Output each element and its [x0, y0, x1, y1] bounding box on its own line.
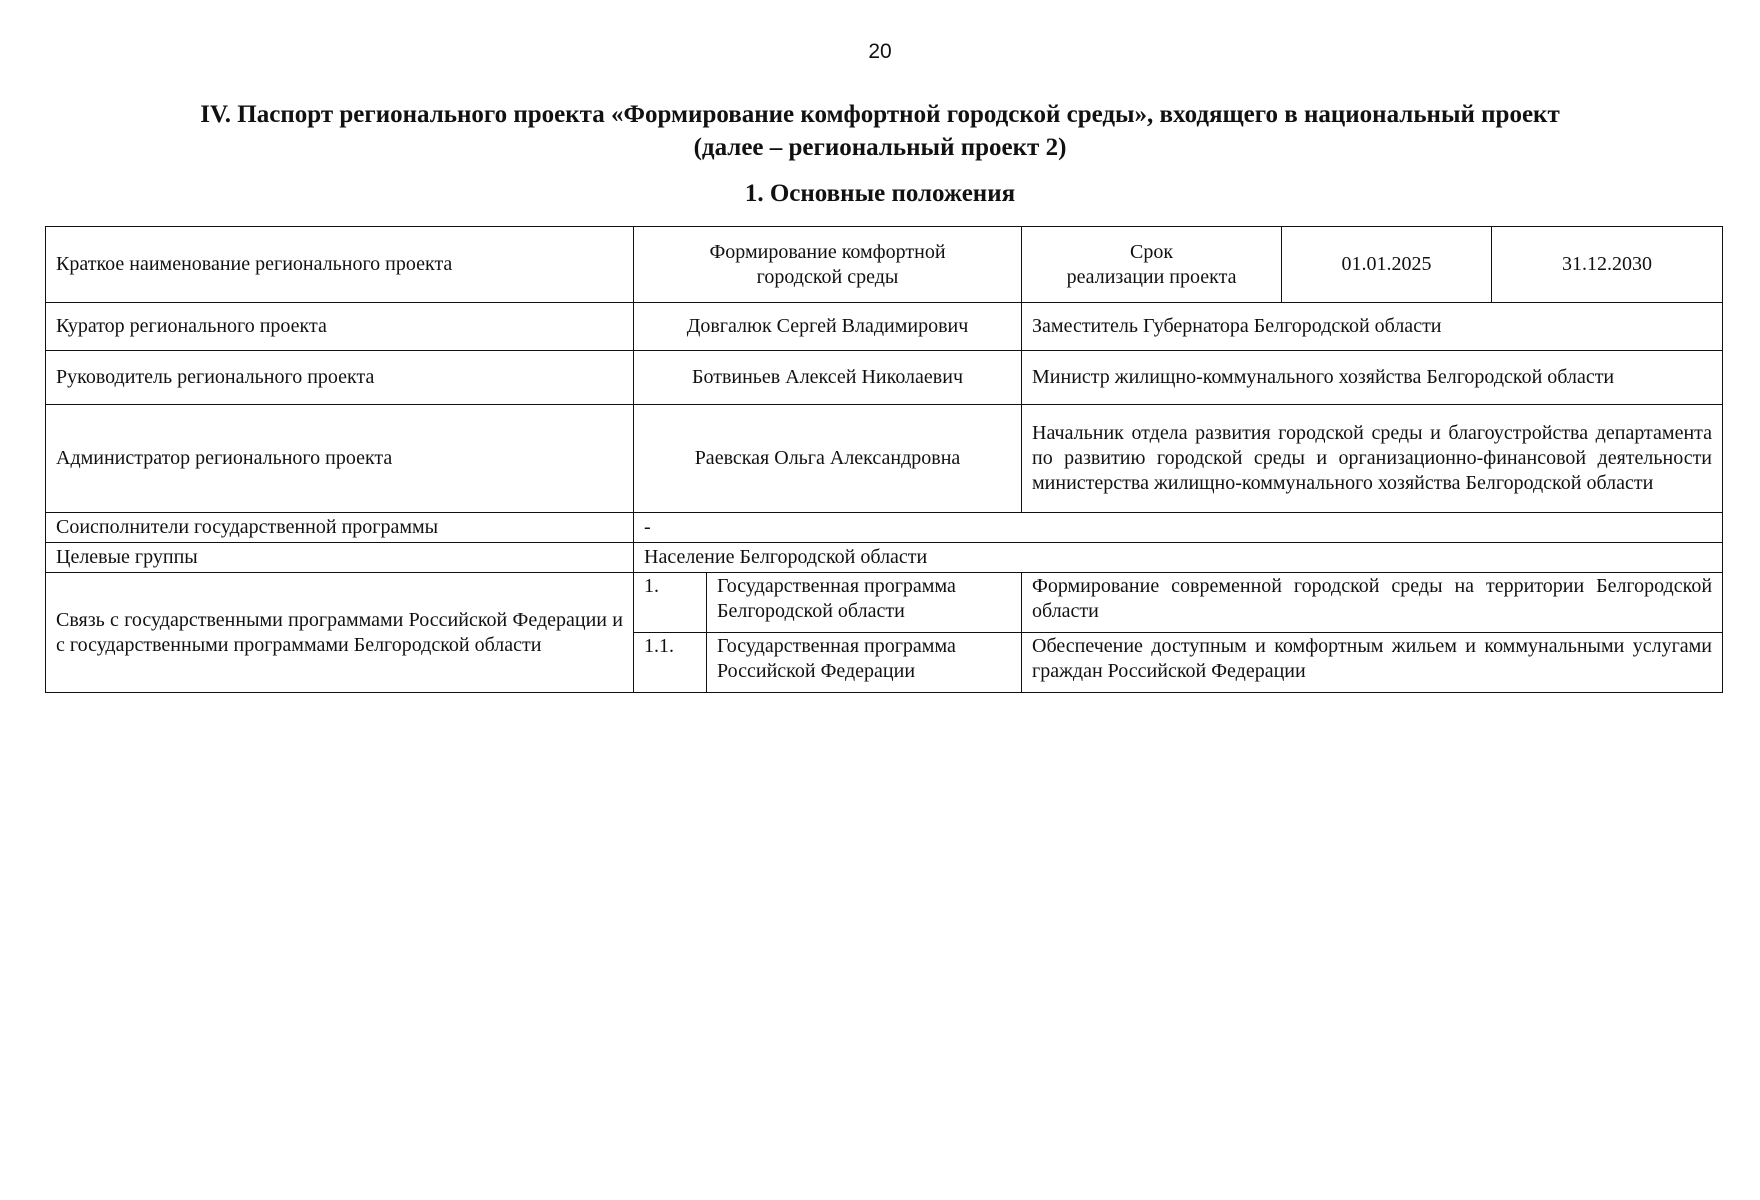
table-row-short-name — [46, 227, 1723, 303]
term-label-line1: Срок — [1129, 240, 1174, 263]
link-item-description: Формирование современной городской среды на территории Белгородской области — [1022, 573, 1723, 633]
curator-name: Довгалюк Сергей Владимирович — [634, 303, 1022, 351]
short-name-label: Краткое наименование регионального проекта — [46, 227, 634, 303]
link-item-number: 1. — [634, 573, 707, 633]
page-number: 20 — [868, 40, 892, 63]
end-date: 31.12.2030 — [1492, 227, 1723, 303]
administrator-name: Раевская Ольга Александровна — [634, 405, 1022, 513]
table-row-head — [46, 351, 1723, 405]
section-title: 1. Основные положения — [744, 180, 1016, 207]
link-item-program-line1: Государственная программа — [717, 635, 956, 657]
term-label-line2: реализации проекта — [1066, 265, 1237, 288]
head-name: Ботвиньев Алексей Николаевич — [634, 351, 1022, 405]
document-title-line1: IV. Паспорт регионального проекта «Формирование комфортной городской среды», входящего в национальный проект — [200, 101, 1560, 128]
short-name-value-line1: Формирование комфортной — [709, 240, 946, 263]
links-label: Связь с государственными программами Российской Федерации и с государственными программами Белгородской области — [46, 573, 634, 693]
co-executors-label: Соисполнители государственной программы — [46, 513, 634, 543]
table-row-target-groups — [46, 543, 1723, 573]
co-executors-value: - — [634, 513, 1723, 543]
link-item-program-line1: Государственная программа — [717, 575, 956, 597]
administrator-label: Администратор регионального проекта — [46, 405, 634, 513]
table-row-curator — [46, 303, 1723, 351]
administrator-position: Начальник отдела развития городской среды и благоустройства департамента по развитию городской среды и организационно-финансовой деятельности министерства жилищно-коммунального хозяйства Белгородской области — [1022, 405, 1723, 513]
head-position: Министр жилищно-коммунального хозяйства Белгородской области — [1022, 351, 1723, 405]
link-item-number: 1.1. — [634, 633, 707, 693]
table-row-administrator — [46, 405, 1723, 513]
passport-table — [45, 226, 1723, 693]
curator-position: Заместитель Губернатора Белгородской области — [1022, 303, 1723, 351]
start-date: 01.01.2025 — [1282, 227, 1492, 303]
table-row-co-executors — [46, 513, 1723, 543]
table-row-links-1 — [46, 573, 1723, 633]
link-item-program-line2: Белгородской области — [717, 600, 905, 622]
link-item-description: Обеспечение доступным и комфортным жильем и коммунальными услугами граждан Российской Федерации — [1022, 633, 1723, 693]
head-label: Руководитель регионального проекта — [46, 351, 634, 405]
document-title — [60, 98, 1700, 164]
target-groups-label: Целевые группы — [46, 543, 634, 573]
term-label — [1022, 227, 1282, 303]
target-groups-value: Население Белгородской области — [634, 543, 1723, 573]
curator-label: Куратор регионального проекта — [46, 303, 634, 351]
short-name-value-line2: городской среды — [756, 265, 899, 288]
link-item-program-line2: Российской Федерации — [717, 660, 916, 682]
link-item-program — [707, 573, 1022, 633]
document-title-line2: (далее – региональный проект 2) — [693, 134, 1067, 161]
link-item-program — [707, 633, 1022, 693]
short-name-value — [634, 227, 1022, 303]
